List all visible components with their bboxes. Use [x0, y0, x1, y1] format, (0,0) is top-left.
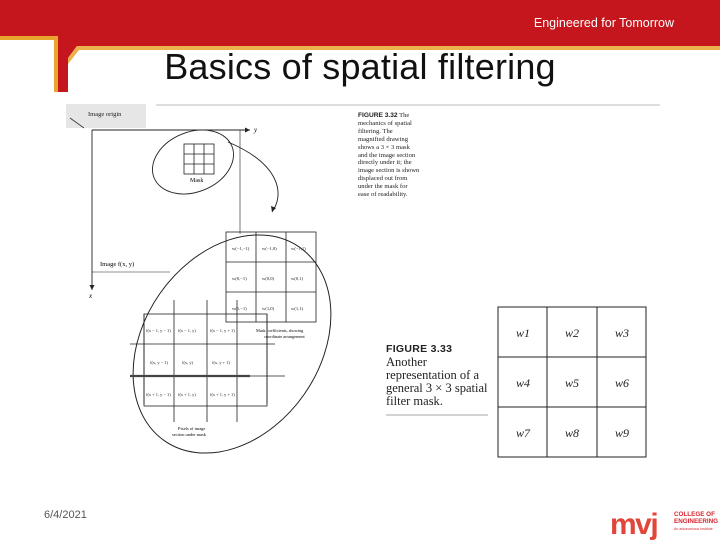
pixel-2-1: f(x + 1, y) [178, 392, 196, 397]
mask-cell-w8: w8 [564, 426, 580, 440]
figure-3-33-rule [386, 412, 490, 418]
coef-1-2: w(0,1) [291, 276, 304, 281]
figure-3-33-text: Another representation of a general 3 × 3 spatial filter mask. [386, 355, 488, 408]
coef-2-0: w(1,−1) [232, 306, 247, 311]
coef-0-0: w(−1,−1) [232, 246, 250, 251]
coef-0-1: w(−1,0) [262, 246, 277, 251]
x-axis-arrow [90, 285, 95, 290]
mask-note-line1: Mask coefficients, showing [256, 328, 304, 333]
image-label: Image f(x, y) [100, 261, 135, 268]
header-tagline: Engineered for Tomorrow [533, 16, 674, 30]
mask-label: Mask [190, 178, 204, 184]
small-mask-grid [184, 144, 214, 174]
pixel-1-1: f(x, y) [182, 360, 193, 365]
mask-cell-w3: w3 [614, 326, 630, 340]
mask-cell-w1: w1 [515, 326, 531, 340]
coef-1-0: w(0,−1) [232, 276, 247, 281]
logo-wordmark: mvj [610, 508, 658, 540]
coef-0-2: w(−1,1) [291, 246, 306, 251]
coef-1-1: w(0,0) [262, 276, 275, 281]
mask-cell-w4: w4 [515, 376, 531, 390]
pixel-1-2: f(x, y + 1) [212, 360, 230, 365]
mask-note-line2: coordinate arrangement [264, 334, 305, 339]
figure-3-32-diagram [60, 104, 360, 464]
mask-cell-w5: w5 [564, 376, 580, 390]
figure-3-32-caption [358, 112, 420, 199]
coef-2-2: w(1,1) [291, 306, 304, 311]
pixel-0-2: f(x − 1, y + 1) [210, 328, 235, 333]
figure-3-33-mask [497, 306, 649, 460]
pixel-1-0: f(x, y − 1) [150, 360, 168, 365]
figure-3-33-caption [386, 343, 498, 408]
mask-cell-w2: w2 [564, 326, 580, 340]
mask-ellipse [143, 118, 243, 205]
magnify-arrow [228, 142, 278, 212]
mask-cell-w7: w7 [515, 426, 531, 440]
slide-date: 6/4/2021 [44, 509, 87, 521]
logo-line1: COLLEGE OF [674, 511, 715, 518]
logo-tagline: An autonomous Institute [674, 527, 713, 531]
pixels-note-line2: section under mask [172, 432, 206, 437]
pixel-2-0: f(x + 1, y − 1) [146, 392, 171, 397]
pixels-note-line1: Pixels of image [178, 426, 206, 431]
page-title: Basics of spatial filtering [164, 46, 556, 87]
y-axis-label: y [254, 126, 258, 134]
coef-2-1: w(1,0) [262, 306, 275, 311]
figure-3-32-label: FIGURE 3.32 [358, 112, 398, 119]
figure-3-32-text: The mechanics of spatial filtering. The magnified drawing shows a 3 × 3 mask and the image section directly under it; the image section is shown displaced out from under the mask for ease of readability. [358, 112, 420, 199]
logo-college-name [674, 511, 718, 525]
figure-3-33-label: FIGURE 3.33 [386, 343, 453, 355]
x-axis-label: x [89, 292, 93, 300]
pixel-0-1: f(x − 1, y) [178, 328, 196, 333]
logo-line2: ENGINEERING [674, 518, 719, 525]
pixel-0-0: f(x − 1, y − 1) [146, 328, 171, 333]
pixel-2-2: f(x + 1, y + 1) [210, 392, 235, 397]
mask-cell-w6: w6 [614, 376, 630, 390]
origin-label: Image origin [88, 111, 122, 118]
mask-cell-w9: w9 [614, 426, 630, 440]
